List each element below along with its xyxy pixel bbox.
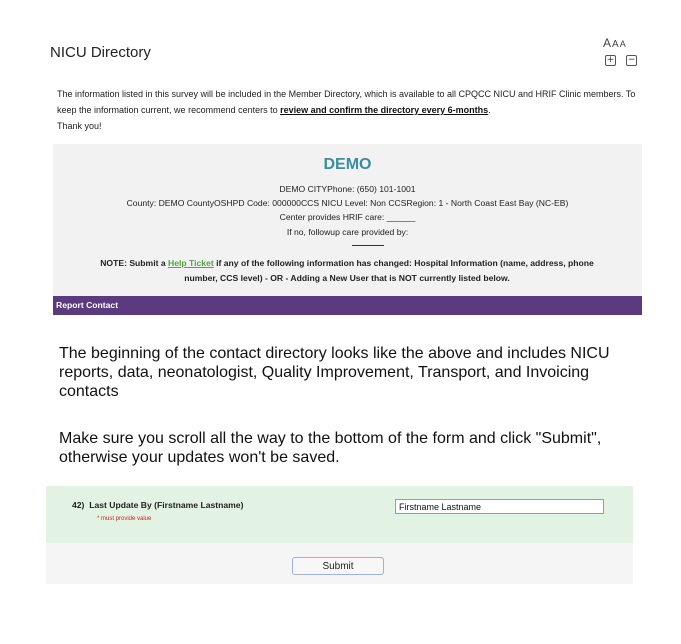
zoom-controls — [605, 55, 637, 66]
divider — [352, 245, 384, 246]
text-size-medium-icon[interactable]: A — [612, 39, 620, 50]
last-update-by-input[interactable] — [395, 499, 604, 514]
intro-thanks: Thank you! — [57, 121, 102, 131]
required-note: * must provide value — [97, 516, 152, 522]
zoom-out-icon[interactable]: − — [627, 55, 636, 65]
intro-text — [57, 86, 647, 134]
intro-body: The information listed in this survey will be included in the Member Directory, which is available to all CPQCC NICU and HRIF Clinic members. To keep the information current, we recommend centers to — [57, 89, 636, 115]
explanation-paragraph-1: The beginning of the contact directory looks like the above and includes NICU reports, data, neonatologist, Quality Improvement, Transport, and Invoicing contacts — [59, 345, 610, 400]
demo-hrif-care: Center provides HRIF care: ______ — [279, 212, 416, 222]
report-contact-bar[interactable] — [53, 296, 642, 315]
note-prefix: NOTE: Submit a — [100, 258, 169, 268]
text-size-large-icon[interactable]: A — [603, 36, 613, 50]
text-size-small-icon[interactable]: A — [619, 39, 627, 49]
demo-note — [100, 256, 594, 286]
demo-followup: If no, followup care provided by: — [286, 227, 409, 237]
demo-county-info: County: DEMO CountyOSHPD Code: 000000CCS NICU Level: Non CCSRegion: 1 - North Coast East Bay (NC-EB) — [126, 198, 569, 208]
review-directory-link[interactable]: review and confirm the directory every 6-months — [280, 105, 489, 115]
submit-button[interactable]: Submit — [292, 557, 384, 575]
demo-title: DEMO — [323, 156, 372, 173]
note-suffix: if any of the following information has changed: Hospital Information (name, address, phone number, CCS level) - OR - Adding a New User that is NOT currently listed below. — [184, 258, 594, 283]
report-contact-label: Report Contact — [56, 300, 119, 310]
zoom-in-icon[interactable]: + — [606, 55, 615, 65]
question-number: 42) — [72, 500, 85, 510]
question-label — [72, 500, 243, 510]
question-text: Last Update By (Firstname Lastname) — [89, 500, 244, 510]
question-row — [46, 486, 633, 543]
text-size-control[interactable] — [603, 36, 627, 50]
intro-end: . — [488, 105, 491, 115]
page-title: NICU Directory — [50, 44, 151, 61]
help-ticket-link[interactable]: Help Ticket — [168, 258, 214, 268]
demo-city-phone: DEMO CITYPhone: (650) 101-1001 — [279, 184, 416, 194]
explanation-paragraph-2: Make sure you scroll all the way to the bottom of the form and click "Submit", otherwise your updates won't be saved. — [59, 430, 602, 466]
